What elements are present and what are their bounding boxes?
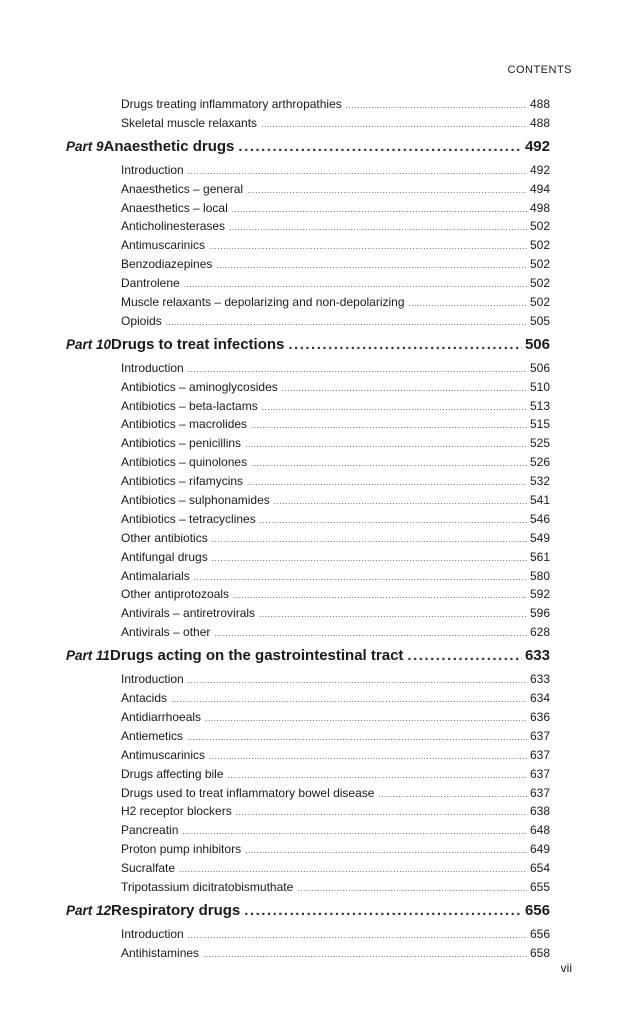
dot-leader	[251, 417, 527, 436]
entry-title: Antifungal drugs	[121, 549, 208, 564]
toc-entry	[0, 180, 638, 199]
dot-leader	[188, 672, 527, 691]
toc-entry	[0, 548, 638, 567]
toc-entry	[0, 217, 638, 236]
dot-leader	[409, 295, 527, 314]
dot-leader	[274, 493, 527, 512]
toc-entry	[0, 708, 638, 727]
toc-entry	[0, 359, 638, 378]
toc-entry	[0, 378, 638, 397]
toc-entry	[0, 510, 638, 529]
page-ref: 658	[529, 945, 550, 960]
entry-title: Antibiotics – macrolides	[121, 417, 248, 432]
toc-entry	[0, 821, 638, 840]
toc-entry	[0, 397, 638, 416]
page-ref: 510	[529, 379, 550, 394]
entry-title: Antibiotics – sulphonamides	[121, 493, 270, 508]
dot-leader	[247, 474, 527, 493]
dot-leader	[171, 691, 527, 710]
page-ref: 498	[529, 200, 550, 215]
dot-leader	[233, 587, 527, 606]
entry-title: Antibiotics – beta-lactams	[121, 398, 258, 413]
entry-title: Antiemetics	[121, 728, 184, 743]
part-title: Respiratory drugs	[111, 901, 241, 919]
entry-title: Antimuscarinics	[121, 238, 206, 253]
toc-entry	[0, 529, 638, 548]
toc-entry	[0, 727, 638, 746]
toc-entry	[0, 840, 638, 859]
dot-leader	[282, 380, 527, 399]
page-ref: 649	[529, 842, 550, 857]
dot-leader	[260, 512, 527, 531]
toc-entry	[0, 274, 638, 293]
entry-title: Dantrolene	[121, 276, 180, 291]
toc-entry	[0, 585, 638, 604]
toc-entry	[0, 255, 638, 274]
entry-title: Drugs used to treat inflammatory bowel disease	[121, 785, 375, 800]
toc-entry	[0, 765, 638, 784]
page-ref: 655	[529, 879, 550, 894]
toc-entry	[0, 199, 638, 218]
page-ref: 634	[529, 691, 550, 706]
toc-entry	[0, 604, 638, 623]
entry-title: Anticholinesterases	[121, 219, 226, 234]
page-ref: 561	[529, 549, 550, 564]
part-title: Anaesthetic drugs	[103, 137, 235, 155]
dot-leader	[244, 897, 522, 925]
page-ref: 580	[529, 568, 550, 583]
page-ref: 654	[529, 861, 550, 876]
dot-leader	[247, 182, 527, 201]
entry-title: Other antibiotics	[121, 530, 208, 545]
dot-leader	[187, 729, 527, 748]
dot-leader	[188, 927, 527, 946]
dot-leader	[262, 399, 527, 418]
dot-leader	[251, 455, 527, 474]
entry-title: Introduction	[121, 162, 184, 177]
entry-title: Introduction	[121, 360, 184, 375]
entry-title: Antibiotics – quinolones	[121, 455, 248, 470]
part-title: Drugs acting on the gastrointestinal tract	[110, 647, 404, 665]
dot-leader	[205, 710, 527, 729]
toc-entry	[0, 293, 638, 312]
page-ref: 637	[529, 785, 550, 800]
toc-entry	[0, 491, 638, 510]
toc-entry	[0, 453, 638, 472]
part-label: Part 12	[66, 902, 112, 918]
part-title: Drugs to treat infections	[111, 335, 285, 353]
page-ref: 492	[529, 162, 550, 177]
page-ref: 525	[529, 436, 550, 451]
dot-leader	[245, 436, 527, 455]
dot-leader	[212, 531, 527, 550]
page-ref: 656	[529, 926, 550, 941]
toc-entry	[0, 925, 638, 944]
page-ref: 546	[529, 511, 550, 526]
dot-leader	[209, 748, 527, 767]
entry-title: Antibiotics – rifamycins	[121, 474, 244, 489]
dot-leader	[288, 331, 522, 359]
dot-leader	[238, 133, 522, 161]
entry-title: Pancreatin	[121, 823, 179, 838]
page-ref: 494	[529, 181, 550, 196]
dot-leader	[209, 238, 527, 257]
dot-leader	[346, 97, 527, 116]
entry-title: Antivirals – antiretrovirals	[121, 606, 256, 621]
entry-title: Antibiotics – penicillins	[121, 436, 242, 451]
part-label: Part 11	[66, 648, 111, 664]
dot-leader	[407, 642, 522, 670]
entry-title: Muscle relaxants – depolarizing and non-depolarizing	[121, 295, 405, 310]
dot-leader	[378, 786, 527, 805]
toc-entry	[0, 944, 638, 963]
entry-title: Antivirals – other	[121, 625, 211, 640]
dot-leader	[203, 946, 527, 965]
entry-title: Antibiotics – aminoglycosides	[121, 379, 278, 394]
toc-part-heading	[0, 897, 638, 925]
page-ref: 656	[524, 901, 550, 919]
part-label: Part 10	[66, 336, 112, 352]
entry-title: Anaesthetics – general	[121, 181, 244, 196]
toc-entry	[0, 415, 638, 434]
dot-leader	[216, 257, 527, 276]
toc-entry	[0, 802, 638, 821]
entry-title: H2 receptor blockers	[121, 804, 232, 819]
entry-title: Skeletal muscle relaxants	[121, 115, 258, 130]
dot-leader	[236, 804, 527, 823]
toc-entry	[0, 434, 638, 453]
entry-title: Sucralfate	[121, 861, 176, 876]
toc-part-heading	[0, 133, 638, 161]
toc-entry	[0, 878, 638, 897]
page-ref: 502	[529, 257, 550, 272]
entry-title: Antimalarials	[121, 568, 190, 583]
dot-leader	[232, 201, 527, 220]
page-ref: 637	[529, 728, 550, 743]
dot-leader	[259, 606, 527, 625]
page-ref: 633	[524, 647, 550, 665]
entry-title: Tripotassium dicitratobismuthate	[121, 879, 294, 894]
page-ref: 637	[529, 766, 550, 781]
toc-part-heading	[0, 331, 638, 359]
toc-entry	[0, 236, 638, 255]
entry-title: Benzodiazepines	[121, 257, 213, 272]
entry-title: Introduction	[121, 926, 184, 941]
toc-part-heading	[0, 642, 638, 670]
page-ref: 633	[529, 672, 550, 687]
part-label: Part 9	[66, 138, 104, 154]
entry-title: Antacids	[121, 691, 168, 706]
toc-entry	[0, 312, 638, 331]
page-ref: 541	[529, 493, 550, 508]
page-ref: 505	[529, 313, 550, 328]
page-ref: 502	[529, 295, 550, 310]
entry-title: Drugs affecting bile	[121, 766, 224, 781]
entry-title: Proton pump inhibitors	[121, 842, 242, 857]
page-ref: 502	[529, 219, 550, 234]
page-ref: 638	[529, 804, 550, 819]
page-ref: 488	[529, 97, 550, 111]
page-ref: 596	[529, 606, 550, 621]
dot-leader	[194, 569, 527, 588]
toc-entry	[0, 114, 638, 133]
page-ref: 532	[529, 474, 550, 489]
dot-leader	[229, 219, 527, 238]
dot-leader	[212, 550, 527, 569]
page-ref: 637	[529, 747, 550, 762]
toc-entry	[0, 95, 638, 114]
page-ref: 526	[529, 455, 550, 470]
entry-title: Introduction	[121, 672, 184, 687]
toc-entry	[0, 746, 638, 765]
toc-entry	[0, 161, 638, 180]
page-ref: 502	[529, 276, 550, 291]
page-ref: 636	[529, 709, 550, 724]
entry-title: Drugs treating inflammatory arthropathies	[121, 97, 342, 111]
page-ref: 513	[529, 398, 550, 413]
toc-entry	[0, 623, 638, 642]
page-ref: 502	[529, 238, 550, 253]
page-ref: 492	[524, 137, 550, 155]
entry-title: Antimuscarinics	[121, 747, 206, 762]
page-ref: 648	[529, 823, 550, 838]
entry-title: Antibiotics – tetracyclines	[121, 511, 256, 526]
table-of-contents	[0, 95, 638, 963]
entry-title: Other antiprotozoals	[121, 587, 230, 602]
page-ref: 628	[529, 625, 550, 640]
page-ref: 506	[524, 335, 550, 353]
toc-entry	[0, 859, 638, 878]
running-head: CONTENTS	[507, 64, 572, 76]
entry-title: Antihistamines	[121, 945, 200, 960]
toc-entry	[0, 472, 638, 491]
page-ref: 488	[529, 115, 550, 130]
page-number: vii	[560, 961, 572, 975]
entry-title: Opioids	[121, 313, 162, 328]
entry-title: Antidiarrhoeals	[121, 709, 202, 724]
page-ref: 515	[529, 417, 550, 432]
toc-entry	[0, 689, 638, 708]
toc-entry	[0, 670, 638, 689]
page-ref: 592	[529, 587, 550, 602]
toc-entry	[0, 784, 638, 803]
toc-entry	[0, 567, 638, 586]
dot-leader	[245, 842, 527, 861]
entry-title: Anaesthetics – local	[121, 200, 228, 215]
page-ref: 506	[529, 360, 550, 375]
page-ref: 549	[529, 530, 550, 545]
